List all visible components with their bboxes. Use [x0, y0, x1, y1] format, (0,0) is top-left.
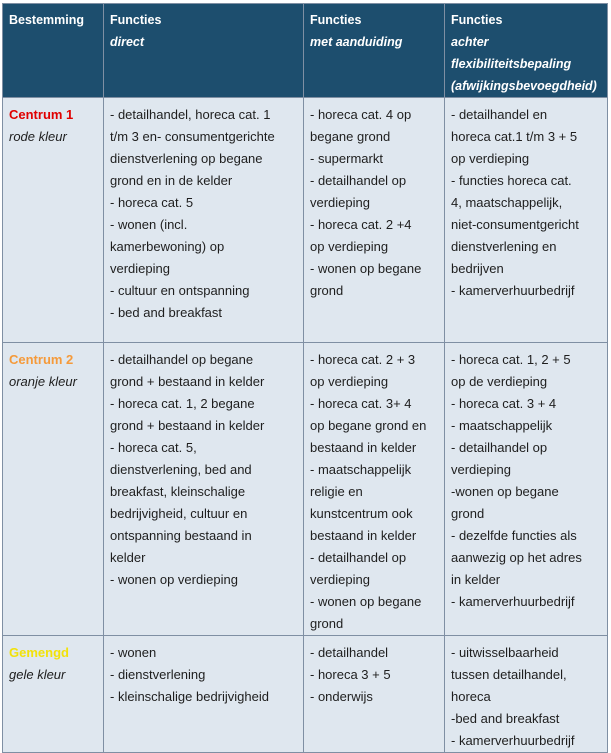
functie-line: kelder: [110, 550, 146, 565]
functie-line: - cultuur en ontspanning: [110, 283, 250, 298]
functie-line: aanwezig op het adres: [451, 550, 582, 565]
header-functies-direct: [104, 4, 304, 98]
functie-line: - detailhandel: [310, 645, 389, 660]
functie-line: op begane grond en: [310, 418, 427, 433]
header-functies-flex: [445, 4, 608, 98]
functie-line: - bed and breakfast: [110, 305, 223, 320]
functie-line: tussen detailhandel,: [451, 667, 567, 682]
functie-line: dienstverlening op begane: [110, 151, 263, 166]
bestemming-cell: [3, 343, 104, 636]
functie-line: - horeca 3 + 5: [310, 667, 391, 682]
header-flex-title: Functies: [451, 13, 503, 27]
functie-line: - horeca cat. 5: [110, 195, 194, 210]
functie-line: grond: [310, 616, 344, 631]
functies-flex-cell: [445, 636, 608, 753]
functie-line: - horeca cat. 2 + 3: [310, 352, 416, 367]
functies-direct-cell: [104, 343, 304, 636]
functie-line: 4, maatschappelijk,: [451, 195, 563, 210]
table-row: [3, 98, 608, 343]
functie-line: grond: [310, 283, 344, 298]
functie-line: t/m 3 en- consumentgerichte: [110, 129, 275, 144]
header-aanduiding-title: Functies: [310, 13, 362, 27]
table-row: [3, 636, 608, 753]
functie-line: - wonen: [110, 645, 157, 660]
functie-line: verdieping: [110, 261, 170, 276]
functie-line: - detailhandel op: [451, 440, 548, 455]
functie-line: grond + bestaand in kelder: [110, 374, 265, 389]
functie-line: grond: [451, 506, 485, 521]
functie-line: religie en: [310, 484, 363, 499]
functie-line: breakfast, kleinschalige: [110, 484, 246, 499]
functie-line: - dezelfde functies als: [451, 528, 577, 543]
functie-line: grond + bestaand in kelder: [110, 418, 265, 433]
functie-line: -wonen op begane: [451, 484, 559, 499]
header-flex-sub-3: (afwijkingsbevoegdheid): [451, 79, 597, 93]
header-flex-sub-1: achter: [451, 35, 489, 49]
functie-line: - detailhandel op begane: [110, 352, 254, 367]
functie-line: - detailhandel, horeca cat. 1: [110, 107, 271, 122]
functie-line: kamerbewoning) op: [110, 239, 225, 254]
functies-table: [2, 3, 608, 753]
functie-line: - dienstverlening: [110, 667, 206, 682]
functies-aanduiding-cell: [304, 98, 445, 343]
bestemming-name: Gemengd: [9, 645, 69, 660]
functie-line: - kamerverhuurbedrijf: [451, 283, 575, 298]
functie-line: dienstverlening, bed and: [110, 462, 252, 477]
functie-line: - horeca cat. 4 op: [310, 107, 412, 122]
bestemming-cell: [3, 98, 104, 343]
functie-line: in kelder: [451, 572, 501, 587]
table-row: [3, 343, 608, 636]
functie-line: bedrijvigheid, cultuur en: [110, 506, 248, 521]
functie-line: - maatschappelijk: [310, 462, 412, 477]
header-row: [3, 4, 608, 98]
functie-line: bestaand in kelder: [310, 440, 417, 455]
header-direct-sub: direct: [110, 35, 145, 49]
functie-line: - horeca cat. 3+ 4: [310, 396, 412, 411]
functie-line: op verdieping: [310, 374, 389, 389]
functie-line: dienstverlening en: [451, 239, 557, 254]
functie-line: - kleinschalige bedrijvigheid: [110, 689, 269, 704]
functie-line: - wonen (incl.: [110, 217, 188, 232]
functie-line: verdieping: [310, 195, 370, 210]
functie-line: niet-consumentgericht: [451, 217, 579, 232]
functies-direct-cell: [104, 98, 304, 343]
functie-line: - wonen op begane: [310, 594, 422, 609]
functie-line: - wonen op verdieping: [110, 572, 238, 587]
functie-line: ontspanning bestaand in: [110, 528, 252, 543]
functies-aanduiding-cell: [304, 343, 445, 636]
functie-line: grond en in de kelder: [110, 173, 233, 188]
functies-flex-cell: [445, 343, 608, 636]
header-bestemming-label: Bestemming: [9, 13, 85, 27]
functie-line: - maatschappelijk: [451, 418, 553, 433]
functie-line: - detailhandel op: [310, 550, 407, 565]
bestemming-name: Centrum 1: [9, 107, 74, 122]
functie-line: bedrijven: [451, 261, 504, 276]
functie-line: bestaand in kelder: [310, 528, 417, 543]
header-aanduiding-sub: met aanduiding: [310, 35, 403, 49]
header-functies-aanduiding: [304, 4, 445, 98]
functie-line: - horeca cat. 2 +4: [310, 217, 412, 232]
bestemming-name: Centrum 2: [9, 352, 74, 367]
functie-line: kunstcentrum ook: [310, 506, 413, 521]
functie-line: horeca cat.1 t/m 3 + 5: [451, 129, 578, 144]
functie-line: - horeca cat. 5,: [110, 440, 197, 455]
functie-line: verdieping: [310, 572, 370, 587]
functie-line: - horeca cat. 1, 2 begane: [110, 396, 255, 411]
functie-line: -bed and breakfast: [451, 711, 560, 726]
bestemming-kleur: oranje kleur: [9, 374, 77, 389]
bestemming-kleur: gele kleur: [9, 667, 66, 682]
functie-line: - uitwisselbaarheid: [451, 645, 559, 660]
functie-line: op de verdieping: [451, 374, 548, 389]
functie-line: - functies horeca cat.: [451, 173, 572, 188]
functie-line: - kamerverhuurbedrijf: [451, 733, 575, 748]
header-bestemming: [3, 4, 104, 98]
bestemming-cell: [3, 636, 104, 753]
functie-line: op verdieping: [451, 151, 530, 166]
functie-line: horeca: [451, 689, 491, 704]
functie-line: begane grond: [310, 129, 391, 144]
functies-aanduiding-cell: [304, 636, 445, 753]
functies-direct-cell: [104, 636, 304, 753]
bestemming-kleur: rode kleur: [9, 129, 67, 144]
functie-line: - kamerverhuurbedrijf: [451, 594, 575, 609]
functies-flex-cell: [445, 98, 608, 343]
functie-line: - detailhandel en: [451, 107, 548, 122]
functie-line: - detailhandel op: [310, 173, 407, 188]
functie-line: verdieping: [451, 462, 511, 477]
header-direct-title: Functies: [110, 13, 162, 27]
functie-line: op verdieping: [310, 239, 389, 254]
functie-line: - wonen op begane: [310, 261, 422, 276]
functie-line: - horeca cat. 1, 2 + 5: [451, 352, 571, 367]
functie-line: - onderwijs: [310, 689, 373, 704]
functie-line: - supermarkt: [310, 151, 383, 166]
functie-line: - horeca cat. 3 + 4: [451, 396, 557, 411]
header-flex-sub-2: flexibiliteitsbepaling: [451, 57, 572, 71]
